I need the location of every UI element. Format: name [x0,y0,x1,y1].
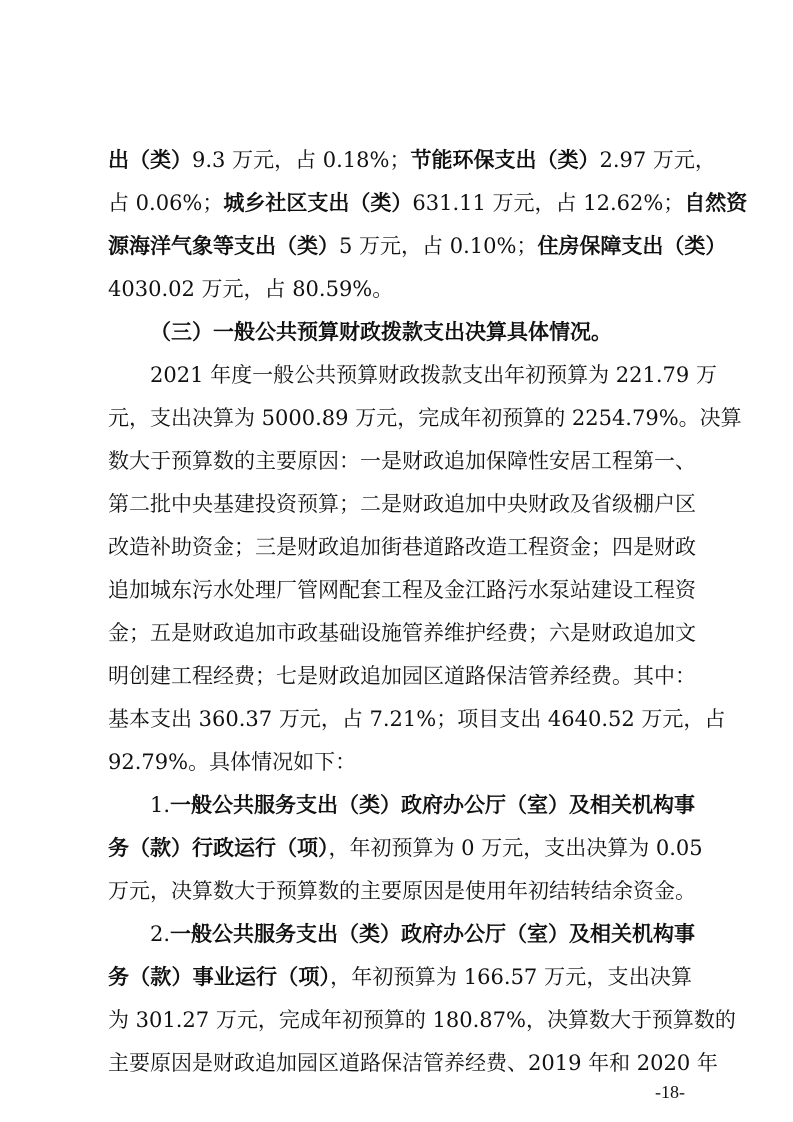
item-2-line-4: 主要原因是财政追加园区道路保洁管养经费、2019 年和 2020 年 [108,1051,718,1075]
item-2-line-1 [150,914,696,954]
category-value: 占 0.06%； [108,191,224,215]
item-1-line-1 [150,785,696,825]
paragraph-1-line-3 [108,226,727,266]
page-number: -18- [655,1082,685,1102]
item-number: 2. [150,922,171,946]
paragraph-2-line: 2021 年度一般公共预算财政拨款支出年初预算为 221.79 万 [150,363,717,387]
paragraph-1-line-1 [108,140,716,180]
paragraph-2-line: 金；五是财政追加市政基础设施管养维护经费；六是财政追加文 [108,621,696,645]
item-number: 1. [150,793,171,817]
paragraph-2-line: 92.79%。具体情况如下： [108,750,357,774]
category-label: 源海洋气象等支出（类） [108,234,339,258]
category-label: 住房保障支出（类） [537,234,727,258]
item-1-line-3: 万元，决算数大于预算数的主要原因是使用年初结转结余资金。 [108,879,696,903]
item-title: 务（款）行政运行（项） [108,836,329,860]
category-value: 2.97 万元， [599,148,716,172]
category-label: 出（类） [108,148,192,172]
item-title: 务（款）事业运行（项） [108,965,331,989]
category-value: 9.3 万元，占 0.18%； [192,148,411,172]
section-heading: （三）一般公共预算财政拨款支出决算具体情况。 [150,320,612,344]
category-label: 城乡社区支出（类） [223,191,413,215]
category-label: 节能环保支出（类） [410,148,600,172]
item-text: ，年初预算为 166.57 万元，支出决算 [330,965,692,989]
paragraph-2-line: 元，支出决算为 5000.89 万元，完成年初预算的 2254.79%。决算 [108,406,742,430]
category-value: 5 万元，占 0.10%； [339,234,538,258]
item-1-line-2 [108,828,703,868]
paragraph-2-line: 基本支出 360.37 万元，占 7.21%；项目支出 4640.52 万元，占 [108,707,726,731]
paragraph-2-line: 改造补助资金；三是财政追加街巷道路改造工程资金；四是财政 [108,535,696,559]
item-2-line-3: 为 301.27 万元，完成年初预算的 180.87%，决算数大于预算数的 [108,1008,736,1032]
paragraph-2-line: 追加城东污水处理厂管网配套工程及金江路污水泵站建设工程资 [108,578,696,602]
paragraph-1-line-2 [108,183,748,223]
item-title: 一般公共服务支出（类）政府办公厅（室）及相关机构事 [170,793,696,817]
item-text: ，年初预算为 0 万元，支出决算为 0.05 [328,836,703,860]
paragraph-1-line-4: 4030.02 万元，占 80.59%。 [108,277,394,301]
paragraph-2-line: 明创建工程经费；七是财政追加园区道路保洁管养经费。其中： [108,664,696,688]
item-2-line-2 [108,957,692,997]
category-label: 自然资 [684,191,748,215]
category-value: 631.11 万元，占 12.62%； [412,191,685,215]
paragraph-2-line: 第二批中央基建投资预算；二是财政追加中央财政及省级棚户区 [108,492,696,516]
item-title: 一般公共服务支出（类）政府办公厅（室）及相关机构事 [170,922,696,946]
paragraph-2-line: 数大于预算数的主要原因：一是财政追加保障性安居工程第一、 [108,449,696,473]
